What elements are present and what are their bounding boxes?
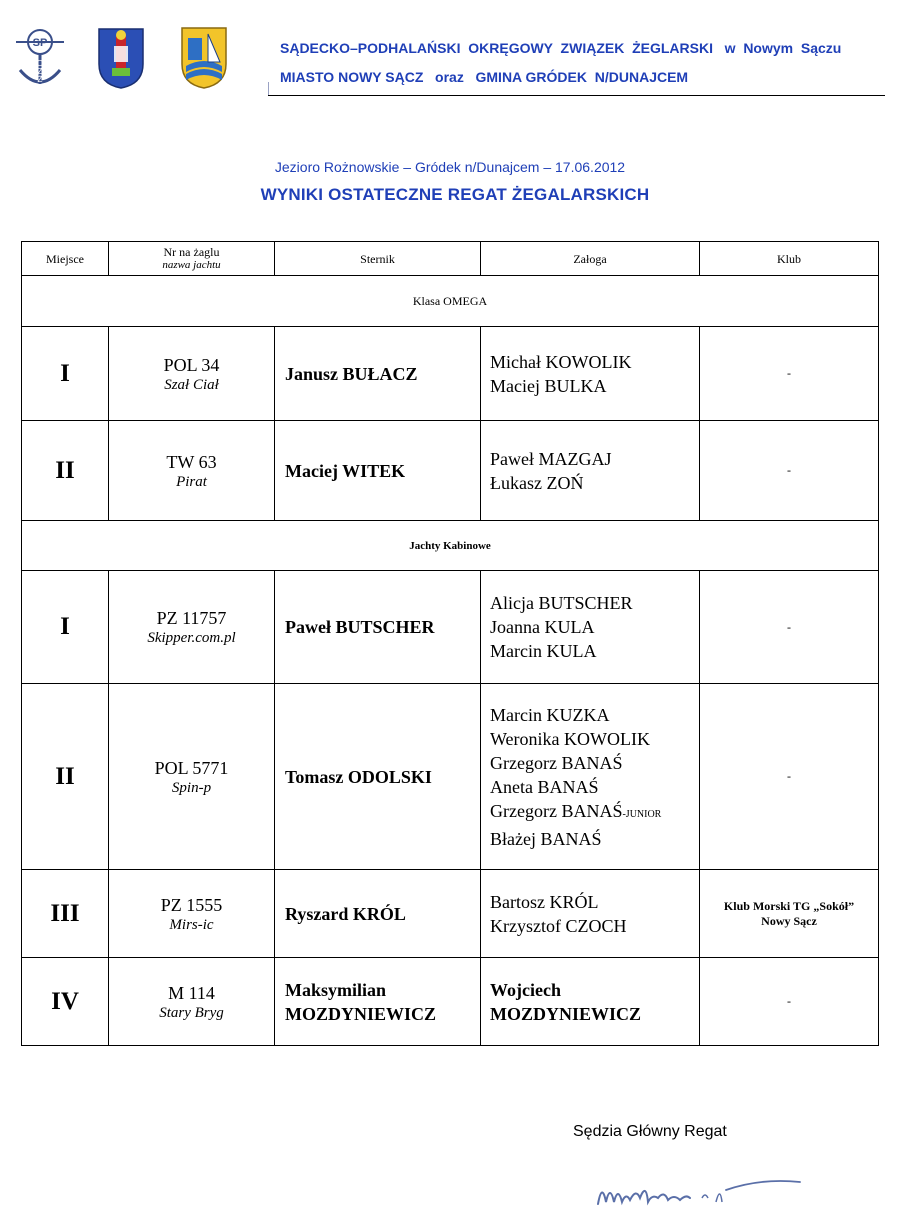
crew-cell — [481, 571, 700, 684]
place-cell: I — [22, 327, 109, 421]
sail-cell — [109, 870, 275, 958]
crew-member: Joanna KULA — [490, 617, 595, 637]
crew-member: Wojciech — [490, 979, 561, 1000]
sail-cell — [109, 571, 275, 684]
club-city: Nowy Sącz — [761, 913, 817, 928]
table-row — [22, 958, 879, 1046]
junior-suffix: -JUNIOR — [622, 808, 662, 820]
helm-cell: Maciej WITEK — [275, 421, 481, 521]
chief-judge-label: Sędzia Główny Regat — [573, 1123, 727, 1140]
class-row-cabin — [22, 521, 879, 571]
document-title: WYNIKI OSTATECZNE REGAT ŻEGALARSKICH — [260, 185, 650, 204]
organizer-header — [280, 34, 841, 92]
club-cell: - — [700, 684, 879, 870]
header-sail — [109, 242, 275, 276]
sail-cell — [109, 684, 275, 870]
place-cell: I — [22, 571, 109, 684]
header-helm: Sternik — [275, 242, 481, 276]
sail-number: POL 5771 — [154, 757, 229, 778]
table-row — [22, 571, 879, 684]
logo-letter-o: O — [36, 59, 44, 68]
logo-letter-z-dot: Ż — [37, 75, 43, 84]
club-name: Klub Morski TG „Sokół” — [723, 898, 855, 913]
crew-member: Marcin KULA — [490, 641, 597, 661]
crew-member: Błażej BANAŚ — [490, 828, 602, 849]
crew-member: Michał KOWOLIK — [490, 351, 632, 372]
crew-member: Marcin KUZKA — [490, 704, 610, 725]
helm-first-name: Maksymilian — [285, 979, 387, 1000]
crew-member: Paweł MAZGAJ — [490, 448, 612, 469]
organizer-line-2: MIASTO NOWY SĄCZ oraz GMINA GRÓDEK N/DUNAJCEM — [280, 69, 689, 85]
logo-letter-z: Z — [37, 67, 43, 76]
header-place: Miejsce — [22, 242, 109, 276]
class-row-omega — [22, 276, 879, 327]
yacht-name: Stary Bryg — [159, 1004, 224, 1021]
table-header-row — [22, 242, 879, 276]
grodek-coat-of-arms — [180, 26, 228, 90]
helm-cell: Tomasz ODOLSKI — [275, 684, 481, 870]
sail-number: M 114 — [168, 982, 215, 1003]
logo-letters-sp: SP — [32, 37, 48, 49]
crew-member: Weronika KOWOLIK — [490, 728, 650, 749]
handwritten-signature — [590, 1168, 810, 1218]
crew-member: MOZDYNIEWICZ — [490, 1003, 642, 1024]
helm-cell: Janusz BUŁACZ — [275, 327, 481, 421]
header-rule — [268, 95, 885, 96]
crew-member: Alicja BUTSCHER — [490, 593, 633, 613]
header-sail-number: Nr na żaglu — [163, 245, 220, 259]
sail-cell — [109, 421, 275, 521]
crew-member: Maciej BULKA — [490, 375, 607, 396]
crew-cell — [481, 870, 700, 958]
sail-number: TW 63 — [166, 451, 217, 472]
sail-number: POL 34 — [163, 354, 220, 375]
crew-member-with-suffix — [490, 799, 699, 827]
crew-cell — [481, 958, 700, 1046]
yacht-name: Mirs-ic — [169, 916, 214, 933]
club-cell: - — [700, 421, 879, 521]
yacht-name: Spin-p — [171, 779, 212, 796]
crew-member: Krzysztof CZOCH — [490, 915, 627, 936]
header-yacht-name: nazwa jachtu — [162, 259, 221, 271]
crew-member: Aneta BANAŚ — [490, 776, 599, 797]
place-cell: IV — [22, 958, 109, 1046]
header-club: Klub — [700, 242, 879, 276]
header-divider-stub — [268, 82, 269, 95]
class-name: Jachty Kabinowe — [22, 521, 879, 571]
sail-number: PZ 1555 — [160, 894, 223, 915]
place-cell: II — [22, 421, 109, 521]
club-cell: - — [700, 327, 879, 421]
sail-number: PZ 11757 — [156, 608, 227, 628]
club-cell: - — [700, 571, 879, 684]
class-name: Klasa OMEGA — [22, 276, 879, 327]
header-crew: Załoga — [481, 242, 700, 276]
results-table — [21, 241, 879, 1046]
sail-cell — [109, 958, 275, 1046]
crew-cell — [481, 684, 700, 870]
nowy-sacz-coat-of-arms — [96, 26, 146, 90]
crew-member: Łukasz ZOŃ — [490, 472, 584, 493]
helm-cell: Paweł BUTSCHER — [275, 571, 481, 684]
club-cell — [700, 870, 879, 958]
crew-member: Grzegorz BANAŚ — [490, 752, 623, 773]
club-cell: - — [700, 958, 879, 1046]
sail-cell — [109, 327, 275, 421]
helm-cell: Ryszard KRÓL — [275, 870, 481, 958]
crew-member: Bartosz KRÓL — [490, 891, 599, 912]
yacht-name: Szał Ciał — [164, 376, 219, 393]
crew-cell — [481, 421, 700, 521]
yacht-name: Skipper.com.pl — [147, 630, 236, 646]
place-cell: III — [22, 870, 109, 958]
helm-cell — [275, 958, 481, 1046]
table-row — [22, 421, 879, 521]
table-row — [22, 684, 879, 870]
yacht-name: Pirat — [176, 473, 207, 490]
place-cell: II — [22, 684, 109, 870]
pzz-anchor-logo — [12, 26, 68, 92]
organizer-line-1: SĄDECKO–PODHALAŃSKI OKRĘGOWY ZWIĄZEK ŻEGLARSKI w Nowym Sączu — [280, 40, 842, 56]
helm-last-name: MOZDYNIEWICZ — [285, 1003, 437, 1024]
crew-member-name: Grzegorz BANAŚ — [490, 800, 623, 821]
event-subtitle: Jezioro Rożnowskie – Gródek n/Dunajcem – 17.06.2012 — [274, 159, 626, 175]
table-row — [22, 327, 879, 421]
table-row — [22, 870, 879, 958]
crew-cell — [481, 327, 700, 421]
